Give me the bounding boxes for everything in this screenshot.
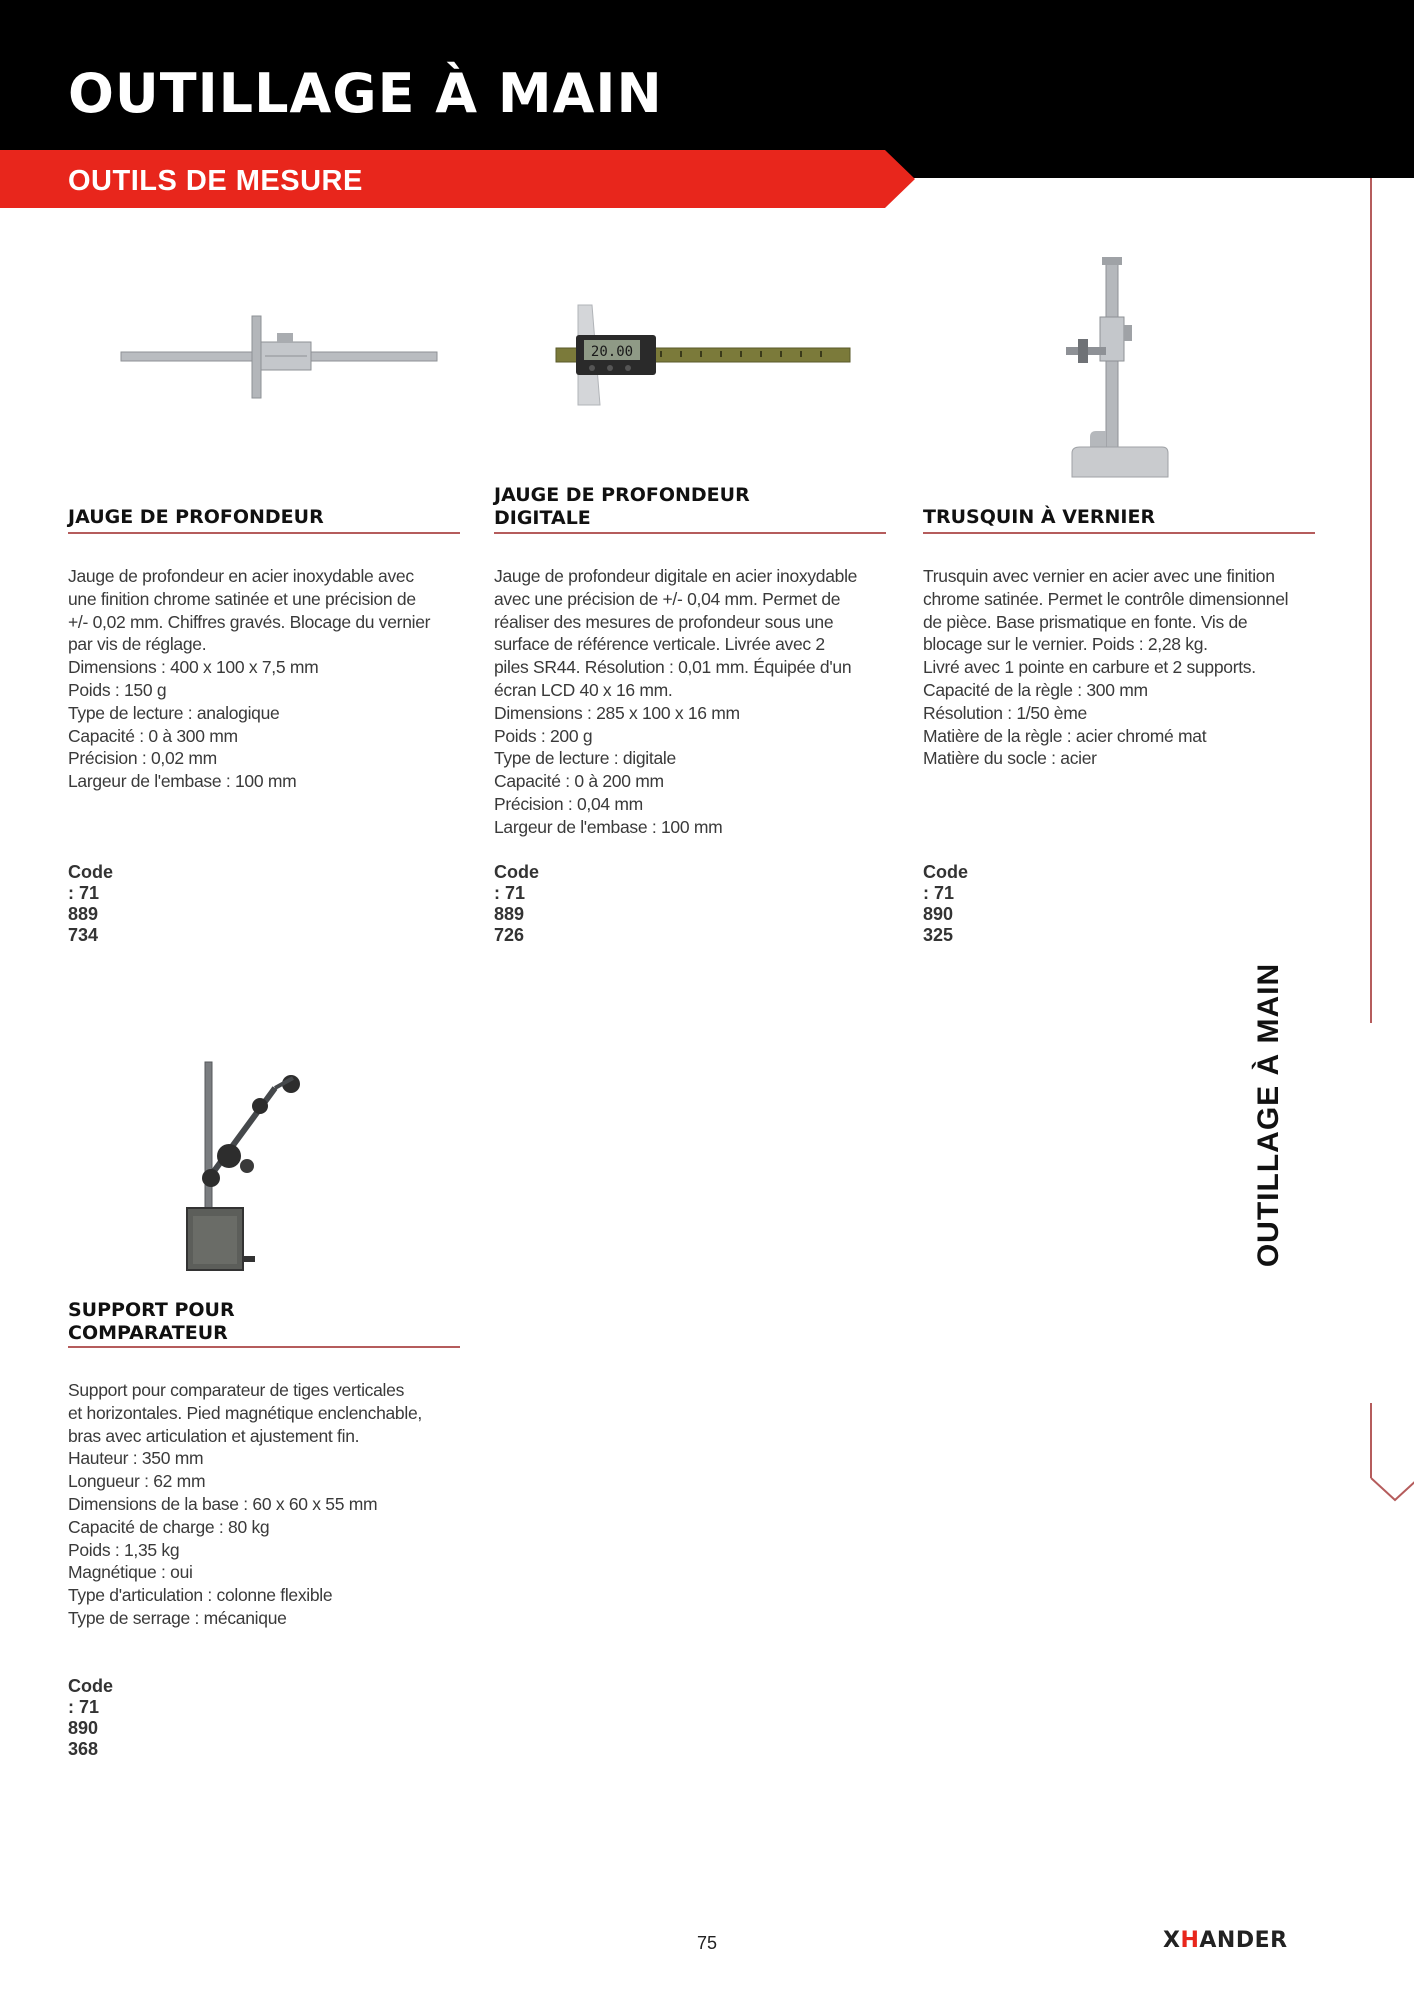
- desc-line: +/- 0,02 mm. Chiffres gravés. Blocage du vernier: [68, 611, 431, 632]
- desc-line: Trusquin avec vernier en acier avec une finition: [923, 566, 1275, 586]
- desc-line: Dimensions : 400 x 100 x 7,5 mm: [68, 657, 319, 678]
- product-title-line: JAUGE DE PROFONDEUR: [494, 484, 750, 506]
- desc-line: Capacité de la règle : 300 mm: [923, 679, 1148, 700]
- desc-line: Support pour comparateur de tiges verticales: [68, 1380, 405, 1400]
- desc-line: Dimensions de la base : 60 x 60 x 55 mm: [68, 1493, 378, 1514]
- page-title: OUTILLAGE À MAIN: [68, 62, 663, 125]
- desc-line: Capacité de charge : 80 kg: [68, 1516, 270, 1537]
- desc-line: par vis de réglage.: [68, 634, 207, 655]
- section-title: OUTILS DE MESURE: [68, 165, 363, 197]
- desc-line: avec une précision de +/- 0,04 mm. Permet de: [494, 588, 841, 609]
- product-title-line: DIGITALE: [494, 507, 591, 529]
- product-image: [510, 285, 860, 435]
- product-code: Code : 71 890 325: [923, 862, 968, 945]
- product-code: Code : 71 889 726: [494, 862, 539, 945]
- desc-line: blocage sur le vernier. Poids : 2,28 kg.: [923, 634, 1208, 655]
- desc-line: Poids : 1,35 kg: [68, 1539, 180, 1560]
- desc-line: Matière du socle : acier: [923, 748, 1097, 769]
- desc-line: Jauge de profondeur digitale en acier inoxydable: [494, 566, 858, 586]
- product-description: [68, 565, 468, 793]
- product-title-line: JAUGE DE PROFONDEUR: [68, 506, 324, 528]
- side-frame: [1360, 178, 1414, 1528]
- title-divider: [68, 1346, 460, 1348]
- desc-line: réaliser des mesures de profondeur sous une: [494, 611, 834, 632]
- desc-line: Type de serrage : mécanique: [68, 1607, 287, 1628]
- desc-line: Livré avec 1 pointe en carbure et 2 supports.: [923, 657, 1256, 678]
- title-divider: [494, 532, 886, 534]
- desc-line: Largeur de l'embase : 100 mm: [494, 816, 723, 837]
- product-image: [1050, 255, 1180, 480]
- product-title: [494, 484, 894, 530]
- product-title: [923, 506, 1323, 529]
- desc-line: Dimensions : 285 x 100 x 16 mm: [494, 702, 740, 723]
- product-title-line: SUPPORT POUR: [68, 1299, 235, 1321]
- side-section-label: OUTILLAGE À MAIN: [1252, 962, 1285, 1268]
- desc-line: piles SR44. Résolution : 0,01 mm. Équipée d'un: [494, 657, 852, 678]
- desc-line: Poids : 200 g: [494, 725, 593, 746]
- desc-line: Poids : 150 g: [68, 679, 167, 700]
- title-divider: [923, 532, 1315, 534]
- desc-line: Résolution : 1/50 ème: [923, 702, 1087, 723]
- desc-line: surface de référence verticale. Livrée avec 2: [494, 634, 825, 655]
- desc-line: Capacité : 0 à 200 mm: [494, 771, 664, 792]
- desc-line: Type de lecture : analogique: [68, 702, 280, 723]
- product-code: Code : 71 890 368: [68, 1676, 113, 1759]
- product-image: [115, 300, 445, 410]
- desc-line: une finition chrome satinée et une précision de: [68, 588, 416, 609]
- desc-line: Matière de la règle : acier chromé mat: [923, 725, 1207, 746]
- product-description: [494, 565, 899, 839]
- product-title: [68, 506, 458, 529]
- digital-depth-gauge-icon: [510, 285, 860, 435]
- depth-gauge-icon: [115, 300, 445, 410]
- desc-line: bras avec articulation et ajustement fin.: [68, 1425, 360, 1446]
- product-description: [68, 1379, 468, 1630]
- desc-line: Capacité : 0 à 300 mm: [68, 725, 238, 746]
- brand-suffix: ANDER: [1199, 1928, 1288, 1953]
- height-gauge-icon: [1050, 255, 1180, 480]
- product-title: [68, 1299, 458, 1345]
- desc-line: Magnétique : oui: [68, 1562, 193, 1583]
- product-image: [165, 1060, 315, 1275]
- brand-logo: [1163, 1928, 1288, 1953]
- desc-line: Précision : 0,04 mm: [494, 793, 643, 814]
- product-title-line: COMPARATEUR: [68, 1322, 228, 1344]
- desc-line: Largeur de l'embase : 100 mm: [68, 771, 297, 792]
- desc-line: chrome satinée. Permet le contrôle dimensionnel: [923, 588, 1289, 609]
- desc-line: Type de lecture : digitale: [494, 748, 676, 769]
- product-title-line: TRUSQUIN À VERNIER: [923, 506, 1156, 528]
- lcd-reading: 20.00: [590, 344, 634, 360]
- desc-line: et horizontales. Pied magnétique enclenchable,: [68, 1402, 422, 1423]
- desc-line: Jauge de profondeur en acier inoxydable avec: [68, 566, 414, 586]
- desc-line: écran LCD 40 x 16 mm.: [494, 679, 673, 700]
- product-code: Code : 71 889 734: [68, 862, 113, 945]
- desc-line: Hauteur : 350 mm: [68, 1448, 204, 1469]
- desc-line: Longueur : 62 mm: [68, 1471, 206, 1492]
- desc-line: Type d'articulation : colonne flexible: [68, 1585, 333, 1606]
- title-divider: [68, 532, 460, 534]
- page-number: 75: [696, 1933, 718, 1953]
- magnetic-stand-icon: [165, 1060, 315, 1275]
- product-description: [923, 565, 1323, 770]
- desc-line: de pièce. Base prismatique en fonte. Vis de: [923, 611, 1248, 632]
- brand-prefix: XH: [1163, 1928, 1200, 1953]
- desc-line: Précision : 0,02 mm: [68, 748, 217, 769]
